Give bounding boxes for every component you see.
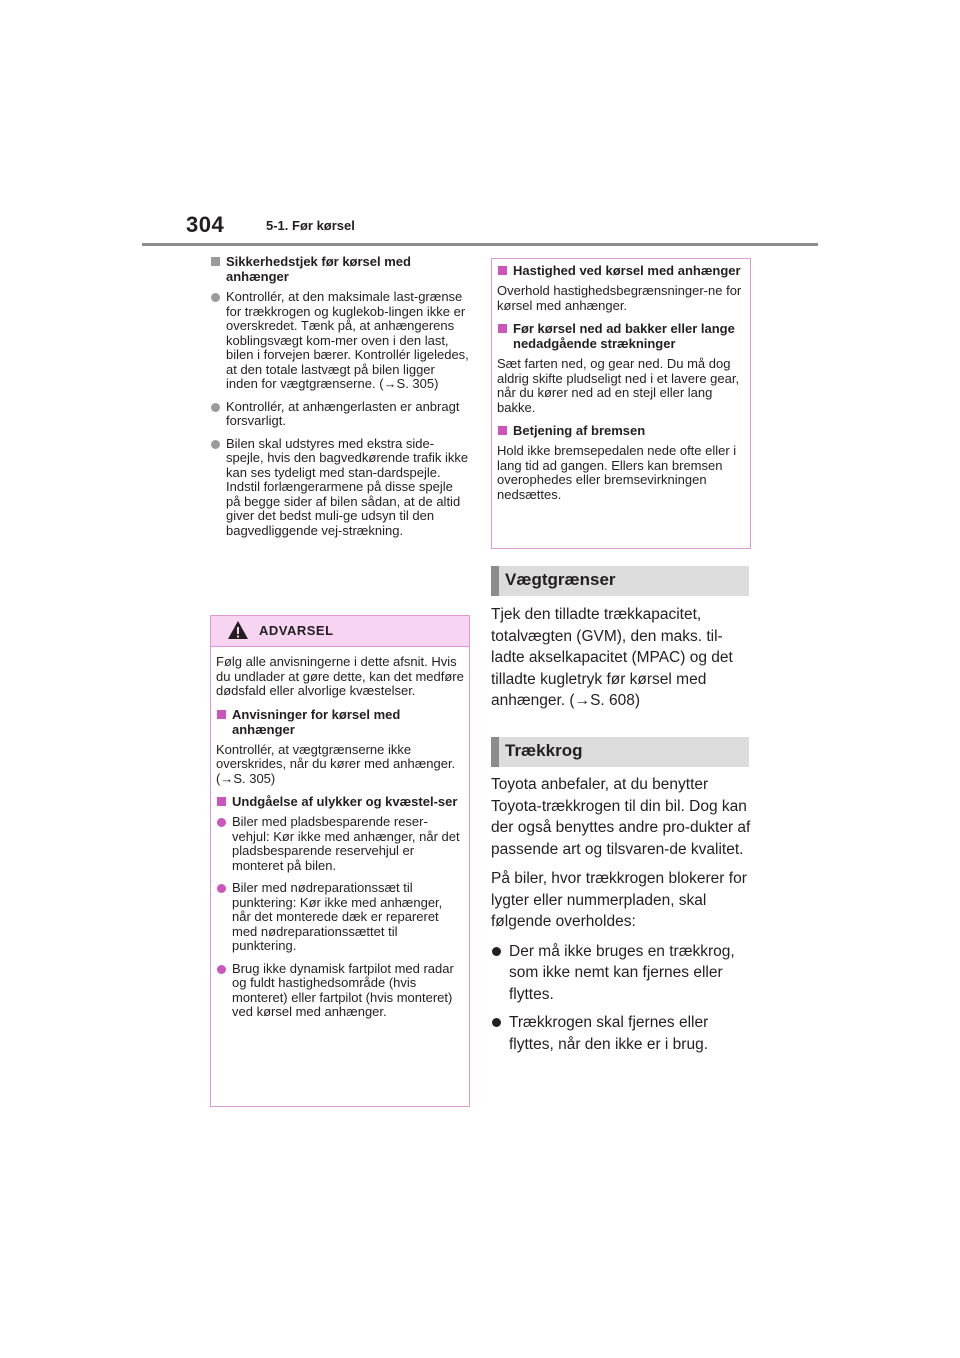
note-speed-text: Overhold hastighedsbegrænsninger-ne for kørsel med anhænger. — [497, 283, 742, 313]
square-bullet-icon — [498, 426, 507, 435]
warning-label: ADVARSEL — [259, 623, 334, 638]
list-item: Kontrollér, at anhængerlasten er anbragt forsvarligt. — [210, 400, 470, 429]
warning-heading-accidents: Undgåelse af ulykker og kvæstel-ser — [216, 794, 464, 809]
towbar-text — [491, 774, 753, 1062]
list-item: Biler med pladsbesparende reser-vehjul: Kør ikke med anhænger, når det pladsbesparende reservehjul er monteret på bilen. — [216, 815, 464, 873]
list-item: Kontrollér, at den maksimale last-grænse for trækkrogen og kuglekob-lingen ikke er overskredet. Tænk på, at anhængerens koblingsvægt kom-mer oven i den last, bilen i forvejen bærer. Kontrollér ligeledes, at den totale lastvægt på bilen ligger inden for vægtgrænserne. (→S. 305) — [210, 290, 470, 392]
heading-accent — [491, 566, 499, 596]
round-bullet-icon — [211, 293, 220, 302]
towbar-heading: Trækkrog — [491, 737, 749, 767]
square-bullet-icon — [217, 710, 226, 719]
heading-accent — [491, 737, 499, 767]
note-box — [491, 258, 751, 549]
square-bullet-icon — [211, 257, 220, 266]
warning-title-bar — [211, 616, 469, 647]
warning-box — [210, 615, 470, 1107]
note-heading-speed: Hastighed ved kørsel med anhænger — [497, 263, 745, 278]
square-bullet-icon — [498, 266, 507, 275]
warning-intro: Følg alle anvisningerne i dette afsnit. Hvis du undlader at gøre dette, kan det medføre dødsfald eller alvorlige kvæstelser. — [216, 654, 464, 698]
list-item: Trækkrogen skal fjernes eller flyttes, når den ikke er i brug. — [491, 1012, 753, 1055]
warning-instructions-text: Kontrollér, at vægtgrænserne ikke overskrides, når du kører med anhænger. (→S. 305) — [216, 741, 456, 786]
weight-limits-text: Tjek den tilladte trækkapacitet, totalvægten (GVM), den maks. til-ladte akselkapacitet (MPAC) og det tilladte kugletryk før kørsel med anhænger. (→S. 608) — [491, 606, 733, 709]
list-item: Brug ikke dynamisk fartpilot med radar og fuldt hastighedsområde (hvis monteret) eller fartpilot (hvis monteret) ved kørsel med anhænger. — [216, 962, 464, 1020]
list-item: Der må ikke bruges en trækkrog, som ikke nemt kan fjernes eller flyttes. — [491, 941, 753, 1006]
warning-heading-instructions: Anvisninger for kørsel med anhænger — [216, 707, 464, 737]
square-bullet-icon — [217, 797, 226, 806]
note-downhill-text: Sæt farten ned, og gear ned. Du må dog aldrig skifte pludseligt ned i et lavere gear, når du kører ned ad en stejl eller lang bakke. — [497, 356, 740, 415]
note-heading-downhill: Før kørsel ned ad bakker eller lange nedadgående strækninger — [497, 321, 745, 351]
page-number: 304 — [186, 212, 225, 237]
left-column — [210, 254, 470, 546]
towbar-paragraph-1: Toyota anbefaler, at du benytter Toyota-trækkrogen til din bil. Dog kan der også benyttes andre pro-dukter af passende art og tilsvaren-de kvalitet. — [491, 776, 751, 858]
round-bullet-icon — [217, 818, 226, 827]
round-bullet-icon — [211, 403, 220, 412]
round-bullet-icon — [211, 440, 220, 449]
round-bullet-icon — [492, 947, 501, 956]
round-bullet-icon — [217, 884, 226, 893]
towbar-paragraph-2: På biler, hvor trækkrogen blokerer for lygter eller nummerpladen, skal følgende overholdes: — [491, 870, 747, 930]
section-title: 5-1. Før kørsel — [266, 218, 355, 233]
list-item: Bilen skal udstyres med ekstra side-spejle, hvis den bagvedkørende trafik ikke kan ses tydeligt med stan-dardspejle. Indstil forlængerarmene på disse spejle på begge sider af bilen sådan, at de altid giver det bedst muli-ge udsyn til den bagvedliggende vej-strækning. — [210, 437, 470, 539]
round-bullet-icon — [217, 965, 226, 974]
square-bullet-icon — [498, 324, 507, 333]
round-bullet-icon — [492, 1018, 501, 1027]
note-brakes-text: Hold ikke bremsepedalen nede ofte eller i lang tid ad gangen. Ellers kan bremsen overophedes eller bremsevirkningen nedsættes. — [497, 443, 737, 502]
header-rule — [142, 243, 818, 246]
list-item: Biler med nødreparationssæt til punktering: Kør ikke med anhænger, når det monterede dæk er repareret med nødreparationssættet til punktering. — [216, 881, 464, 954]
safety-check-heading: Sikkerhedstjek før kørsel med anhænger — [210, 254, 470, 284]
weight-limits-heading: Vægtgrænser — [491, 566, 749, 596]
warning-triangle-icon — [227, 620, 249, 640]
note-heading-brakes: Betjening af bremsen — [497, 423, 745, 438]
